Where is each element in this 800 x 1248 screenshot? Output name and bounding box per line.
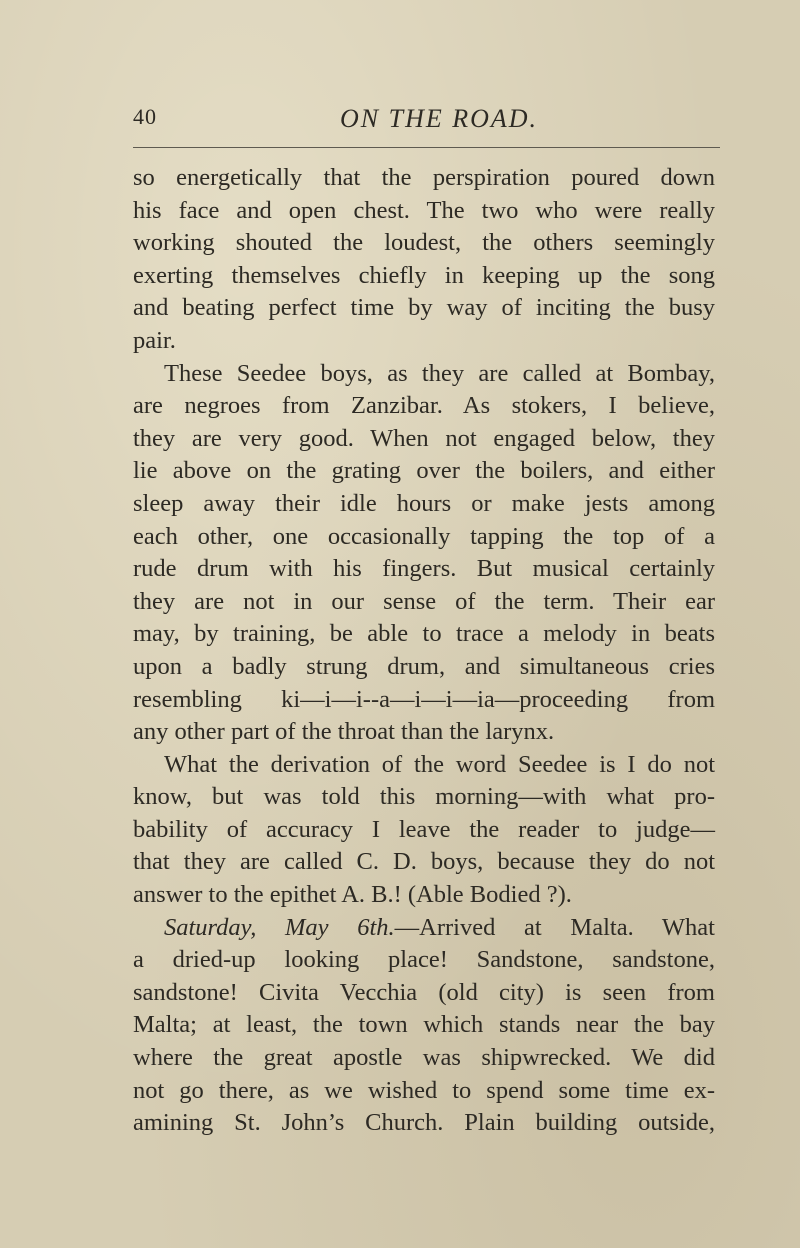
date-heading: Saturday, May 6th. xyxy=(164,913,395,941)
text-line: working shouted the loudest, the others seemingly xyxy=(133,229,715,257)
text-line: lie above on the grating over the boilers, and either xyxy=(133,457,715,485)
text-line: a dried-up looking place! Sandstone, sandstone, xyxy=(133,946,715,974)
page-number: 40 xyxy=(133,104,157,129)
body-text xyxy=(133,162,715,1140)
text-line: exerting themselves chiefly in keeping up the song xyxy=(133,261,715,289)
running-title: ON THE ROAD. xyxy=(340,104,539,133)
page-header xyxy=(133,104,718,144)
text-line: resembling ki—i—i--a—i—i—ia—proceeding from xyxy=(133,685,715,713)
text-line: Malta; at least, the town which stands near the bay xyxy=(133,1011,715,1039)
paragraph-start: What the derivation of the word Seedee is I do not xyxy=(164,750,715,778)
text-line: bability of accuracy I leave the reader to judge— xyxy=(133,815,715,843)
text-line: they are very good. When not engaged below, they xyxy=(133,424,715,452)
header-rule xyxy=(133,147,720,148)
text-line: his face and open chest. The two who were really xyxy=(133,196,715,224)
text-line: answer to the epithet A. B.! (Able Bodied ?). xyxy=(133,881,572,909)
text-line: that they are called C. D. boys, because they do not xyxy=(133,848,715,876)
paragraph-start: These Seedee boys, as they are called at Bombay, xyxy=(164,359,715,387)
text-line: not go there, as we wished to spend some time ex- xyxy=(133,1076,715,1104)
text-line: know, but was told this morning—with what pro- xyxy=(133,783,715,811)
text-line: are negroes from Zanzibar. As stokers, I believe, xyxy=(133,392,715,420)
text-line: sandstone! Civita Vecchia (old city) is seen from xyxy=(133,978,715,1006)
text-line: each other, one occasionally tapping the top of a xyxy=(133,522,715,550)
text-line: they are not in our sense of the term. Their ear xyxy=(133,587,715,615)
text-line: pair. xyxy=(133,326,176,354)
text-line: upon a badly strung drum, and simultaneous cries xyxy=(133,652,715,680)
text-line: may, by training, be able to trace a melody in beats xyxy=(133,620,715,648)
text-line: amining St. John’s Church. Plain building outside, xyxy=(133,1109,715,1137)
text-line: any other part of the throat than the larynx. xyxy=(133,718,555,746)
text-line: so energetically that the perspiration poured down xyxy=(133,164,715,191)
text-line: and beating perfect time by way of inciting the busy xyxy=(133,294,715,322)
paragraph-start xyxy=(133,912,715,945)
text-line: sleep away their idle hours or make jests among xyxy=(133,489,715,517)
text-line: rude drum with his fingers. But musical certainly xyxy=(133,555,715,583)
date-heading-rest: —Arrived at Malta. What xyxy=(394,913,715,941)
text-line: where the great apostle was shipwrecked. We did xyxy=(133,1044,715,1072)
